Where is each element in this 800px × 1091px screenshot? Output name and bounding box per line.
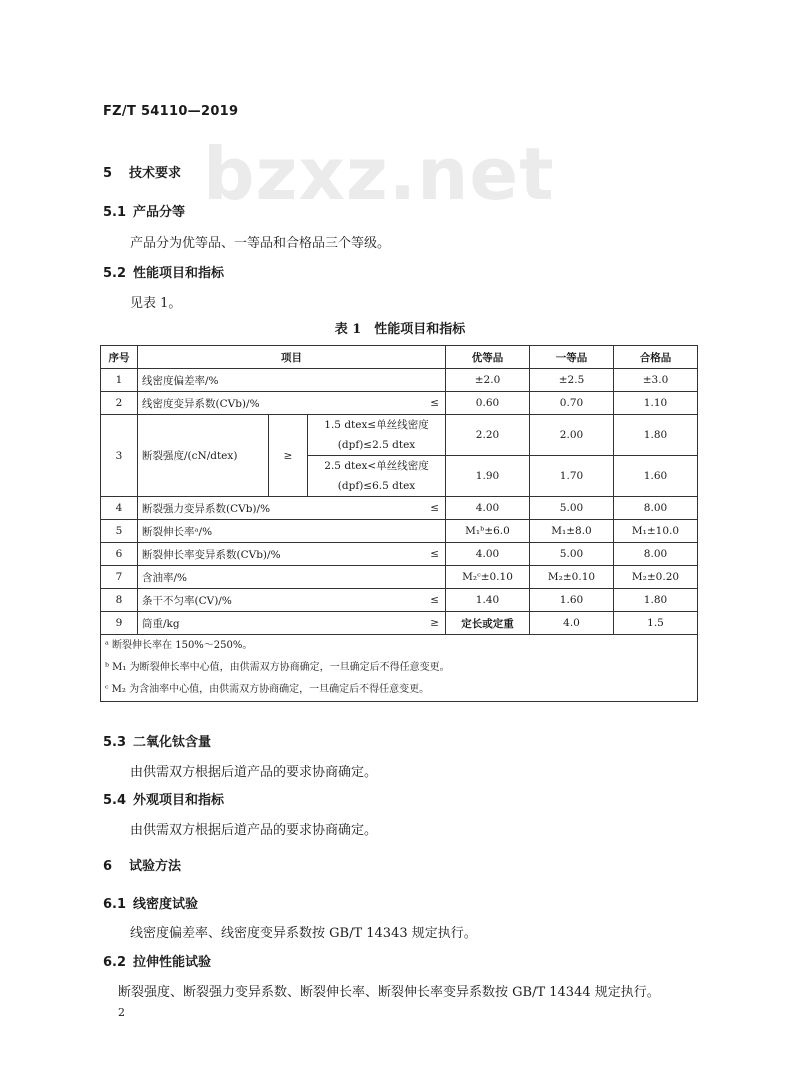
section-title: 性能项目和指标 [133, 266, 225, 281]
value-qualified: 1.10 [614, 392, 698, 415]
value-premium: 2.20 [446, 415, 530, 456]
section-number: 5.1 [103, 205, 127, 220]
row-item [138, 543, 446, 566]
table-caption: 表 1 性能项目和指标 [334, 322, 466, 337]
value-first: M₁±8.0 [530, 520, 614, 543]
sub-condition-line: 2.5 dtex<单丝线密度 [324, 460, 429, 472]
table-note: ᵇ M₁ 为断裂伸长率中心值，由供需双方协商确定，一旦确定后不得任意变更。 [105, 662, 450, 673]
table-notes [101, 635, 698, 702]
watermark: bzxz.net [203, 132, 555, 216]
value-premium: 4.00 [446, 497, 530, 520]
sub-condition-line: (dpf)≤2.5 dtex [337, 439, 416, 451]
header-premium: 优等品 [446, 346, 530, 369]
value-premium: M₂ᶜ±0.10 [446, 566, 530, 589]
table-note: ᶜ M₂ 为含油率中心值，由供需双方协商确定，一旦确定后不得任意变更。 [105, 684, 430, 695]
value-qualified: 8.00 [614, 543, 698, 566]
row-item [138, 497, 446, 520]
comparison-symbol: ≥ [269, 415, 308, 497]
section-number: 6.1 [103, 897, 127, 912]
row-number: 2 [101, 392, 138, 415]
table-row [101, 415, 698, 456]
value-premium: ±2.0 [446, 369, 530, 392]
row-number: 4 [101, 497, 138, 520]
table-note: ᵃ 断裂伸长率在 150%～250%。 [105, 640, 253, 651]
item-label: 断裂强力变异系数(CVb)/% [142, 502, 271, 515]
section-6-1-heading [103, 893, 198, 912]
table-notes-row [101, 635, 698, 702]
value-first: 0.70 [530, 392, 614, 415]
item-label: 条干不匀率(CV)/% [142, 594, 232, 607]
value-first: 2.00 [530, 415, 614, 456]
section-5-4-heading [103, 789, 224, 808]
row-number: 7 [101, 566, 138, 589]
table-header-row [101, 346, 698, 369]
section-6-heading [103, 855, 181, 874]
section-number: 5.2 [103, 266, 127, 281]
section-title: 二氧化钛含量 [133, 735, 212, 750]
value-first: M₂±0.10 [530, 566, 614, 589]
table-row [101, 566, 698, 589]
value-premium: 0.60 [446, 392, 530, 415]
value-first: 5.00 [530, 497, 614, 520]
item-label: 线密度变异系数(CVb)/% [142, 397, 260, 410]
item-label: 线密度偏差率/% [142, 374, 219, 387]
section-6-2-text: 断裂强度、断裂强力变异系数、断裂伸长率、断裂伸长率变异系数按 GB/T 14344 规定执行。 [118, 985, 660, 1000]
row-item [138, 392, 446, 415]
section-6-2-heading [103, 951, 211, 970]
section-5-3-text: 由供需双方根据后道产品的要求协商确定。 [130, 765, 378, 780]
comparison-symbol: ≤ [430, 594, 439, 606]
value-qualified: 8.00 [614, 497, 698, 520]
value-qualified: ±3.0 [614, 369, 698, 392]
section-number: 5.4 [103, 793, 127, 808]
section-5-1-text: 产品分为优等品、一等品和合格品三个等级。 [130, 236, 391, 251]
section-number: 6.2 [103, 955, 127, 970]
section-number: 6 [103, 859, 113, 874]
row-number: 9 [101, 612, 138, 635]
document-code: FZ/T 54110—2019 [103, 104, 239, 119]
sub-condition-line: 1.5 dtex≤单丝线密度 [324, 419, 429, 431]
row-number: 1 [101, 369, 138, 392]
header-no: 序号 [101, 346, 138, 369]
section-number: 5 [103, 166, 113, 181]
comparison-symbol: ≤ [430, 397, 439, 409]
value-premium: 1.90 [446, 456, 530, 497]
section-title: 产品分等 [133, 205, 186, 220]
row-number: 8 [101, 589, 138, 612]
section-title: 拉伸性能试验 [133, 955, 212, 970]
page-number: 2 [118, 1006, 125, 1019]
value-premium: M₁ᵇ±6.0 [446, 520, 530, 543]
section-6-1-text: 线密度偏差率、线密度变异系数按 GB/T 14343 规定执行。 [130, 926, 477, 941]
value-qualified: M₁±10.0 [614, 520, 698, 543]
item-label: 含油率/% [142, 571, 188, 584]
section-title: 技术要求 [129, 166, 182, 181]
value-qualified: 1.60 [614, 456, 698, 497]
value-first: 5.00 [530, 543, 614, 566]
row-item [138, 415, 269, 497]
section-number: 5.3 [103, 735, 127, 750]
row-item [138, 612, 446, 635]
section-5-2-text: 见表 1。 [130, 296, 182, 311]
comparison-symbol: ≥ [430, 617, 439, 629]
value-first: 4.0 [530, 612, 614, 635]
header-qualified: 合格品 [614, 346, 698, 369]
comparison-symbol: ≤ [430, 502, 439, 514]
row-item [138, 566, 446, 589]
row-number: 3 [101, 415, 138, 497]
section-5-4-text: 由供需双方根据后道产品的要求协商确定。 [130, 823, 378, 838]
table-row [101, 543, 698, 566]
value-first: ±2.5 [530, 369, 614, 392]
table-row [101, 369, 698, 392]
section-5-3-heading [103, 731, 211, 750]
section-5-2-heading [103, 262, 224, 281]
value-premium: 1.40 [446, 589, 530, 612]
header-first-grade: 一等品 [530, 346, 614, 369]
value-first: 1.60 [530, 589, 614, 612]
sub-condition-line: (dpf)≤6.5 dtex [337, 480, 416, 492]
value-qualified: M₂±0.20 [614, 566, 698, 589]
table-row [101, 520, 698, 543]
section-5-heading [103, 162, 181, 181]
value-premium: 4.00 [446, 543, 530, 566]
sub-condition [308, 415, 446, 456]
value-qualified: 1.80 [614, 589, 698, 612]
value-qualified: 1.5 [614, 612, 698, 635]
row-number: 5 [101, 520, 138, 543]
sub-condition [308, 456, 446, 497]
comparison-symbol: ≤ [430, 548, 439, 560]
table-row [101, 589, 698, 612]
row-item [138, 520, 446, 543]
table-row [101, 392, 698, 415]
table-row [101, 612, 698, 635]
section-5-1-heading [103, 201, 185, 220]
item-label: 断裂强度/(cN/dtex) [142, 450, 238, 462]
section-title: 线密度试验 [133, 897, 199, 912]
item-label: 断裂伸长率ᵃ/% [142, 525, 213, 538]
row-number: 6 [101, 543, 138, 566]
item-label: 筒重/kg [142, 617, 180, 630]
item-label: 断裂伸长率变异系数(CVb)/% [142, 548, 281, 561]
header-item: 项目 [138, 346, 446, 369]
performance-table [100, 345, 698, 702]
value-first: 1.70 [530, 456, 614, 497]
row-item [138, 369, 446, 392]
section-title: 试验方法 [129, 859, 182, 874]
row-item [138, 589, 446, 612]
value-qualified: 1.80 [614, 415, 698, 456]
section-title: 外观项目和指标 [133, 793, 225, 808]
value-premium: 定长或定重 [446, 612, 530, 635]
table-row [101, 497, 698, 520]
